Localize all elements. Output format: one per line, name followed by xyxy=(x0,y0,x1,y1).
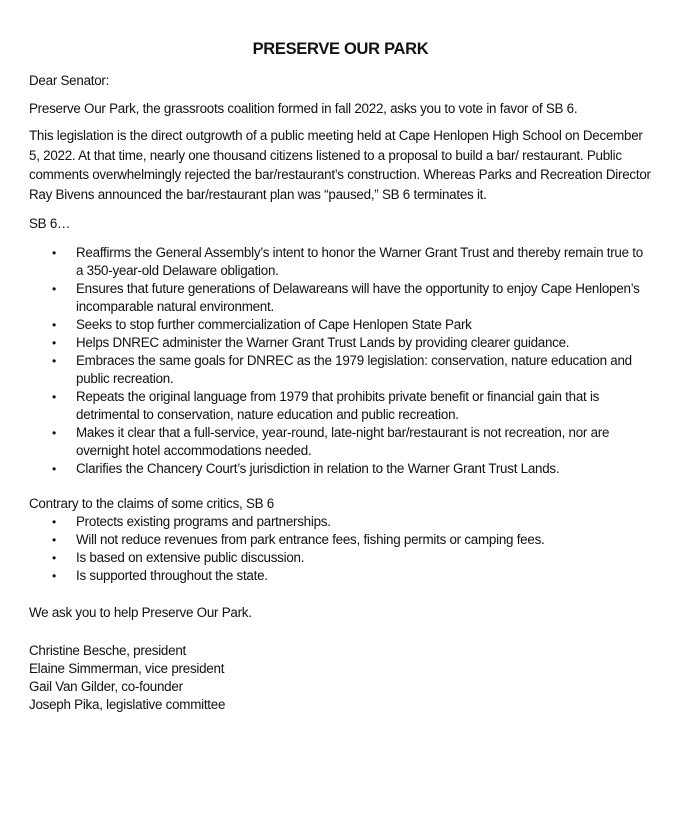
list-item: • Helps DNREC administer the Warner Grant Trust Lands by providing clearer guidance. xyxy=(52,334,570,350)
list-item: • Repeats the original language from 1979 that prohibits private benefit or financial gain that is detrimental to conservation, nature education and public recreation. xyxy=(52,388,600,422)
list-item: • Makes it clear that a full-service, year-round, late-night bar/restaurant is not recreation, nor are overnight hotel accommodations needed. xyxy=(52,424,610,458)
list-item: • Is based on extensive public discussion. xyxy=(52,550,305,565)
document-title: PRESERVE OUR PARK xyxy=(252,40,429,58)
bullet-icon: • xyxy=(52,281,56,296)
signer: Christine Besche, president xyxy=(29,642,186,658)
contrary-lead: Contrary to the claims of some critics, SB 6 xyxy=(29,495,274,511)
list-item: • Is supported throughout the state. xyxy=(52,568,268,583)
bullet-icon: • xyxy=(52,425,56,440)
sb6-points-list xyxy=(29,244,652,478)
bullet-icon: • xyxy=(52,389,56,404)
bullet-icon: • xyxy=(52,317,56,332)
bullet-icon: • xyxy=(52,335,56,350)
list-item: • Protects existing programs and partnerships. xyxy=(52,514,331,529)
background-paragraph: This legislation is the direct outgrowth of a public meeting held at Cape Henlopen High School on December 5, 2022. At that time, nearly one thousand citizens listened to a proposal to build a bar/ restaurant. Public comments overwhelmingly rejected the bar/restaurant’s construction. Whereas Parks and Recreation Director Ray Bivens announced the bar/restaurant plan was “paused,” SB 6 terminates it. xyxy=(29,128,651,202)
list-item: • Embraces the same goals for DNREC as the 1979 legislation: conservation, nature education and public recreation. xyxy=(52,352,632,386)
list-item: • Will not reduce revenues from park entrance fees, fishing permits or camping fees. xyxy=(52,532,545,547)
list-item: • Seeks to stop further commercialization of Cape Henlopen State Park xyxy=(52,316,472,332)
sb6-lead: SB 6… xyxy=(29,216,71,231)
closing-line: We ask you to help Preserve Our Park. xyxy=(29,605,252,620)
salutation: Dear Senator: xyxy=(29,73,110,88)
signature-block xyxy=(29,642,652,714)
list-item: • Clarifies the Chancery Court’s jurisdiction in relation to the Warner Grant Trust Lands. xyxy=(52,460,560,476)
bullet-icon: • xyxy=(52,515,56,529)
contrary-points-list xyxy=(29,513,652,585)
signer: Gail Van Gilder, co-founder xyxy=(29,678,183,694)
list-item: • Reaffirms the General Assembly’s intent to honor the Warner Grant Trust and thereby remain true to a 350-year-old Delaware obligation. xyxy=(52,244,643,278)
list-item: • Ensures that future generations of Delawareans will have the opportunity to enjoy Cape Henlopen’s incomparable natural environment. xyxy=(52,280,640,314)
bullet-icon: • xyxy=(52,353,56,368)
bullet-icon: • xyxy=(52,533,56,547)
bullet-icon: • xyxy=(52,551,56,565)
signer: Elaine Simmerman, vice president xyxy=(29,660,225,676)
letter-page xyxy=(0,39,680,714)
bullet-icon: • xyxy=(52,461,56,476)
signer: Joseph Pika, legislative committee xyxy=(29,696,226,712)
intro-paragraph: Preserve Our Park, the grassroots coalition formed in fall 2022, asks you to vote in favor of SB 6. xyxy=(29,100,578,116)
bullet-icon: • xyxy=(52,569,56,583)
bullet-icon: • xyxy=(52,245,56,260)
